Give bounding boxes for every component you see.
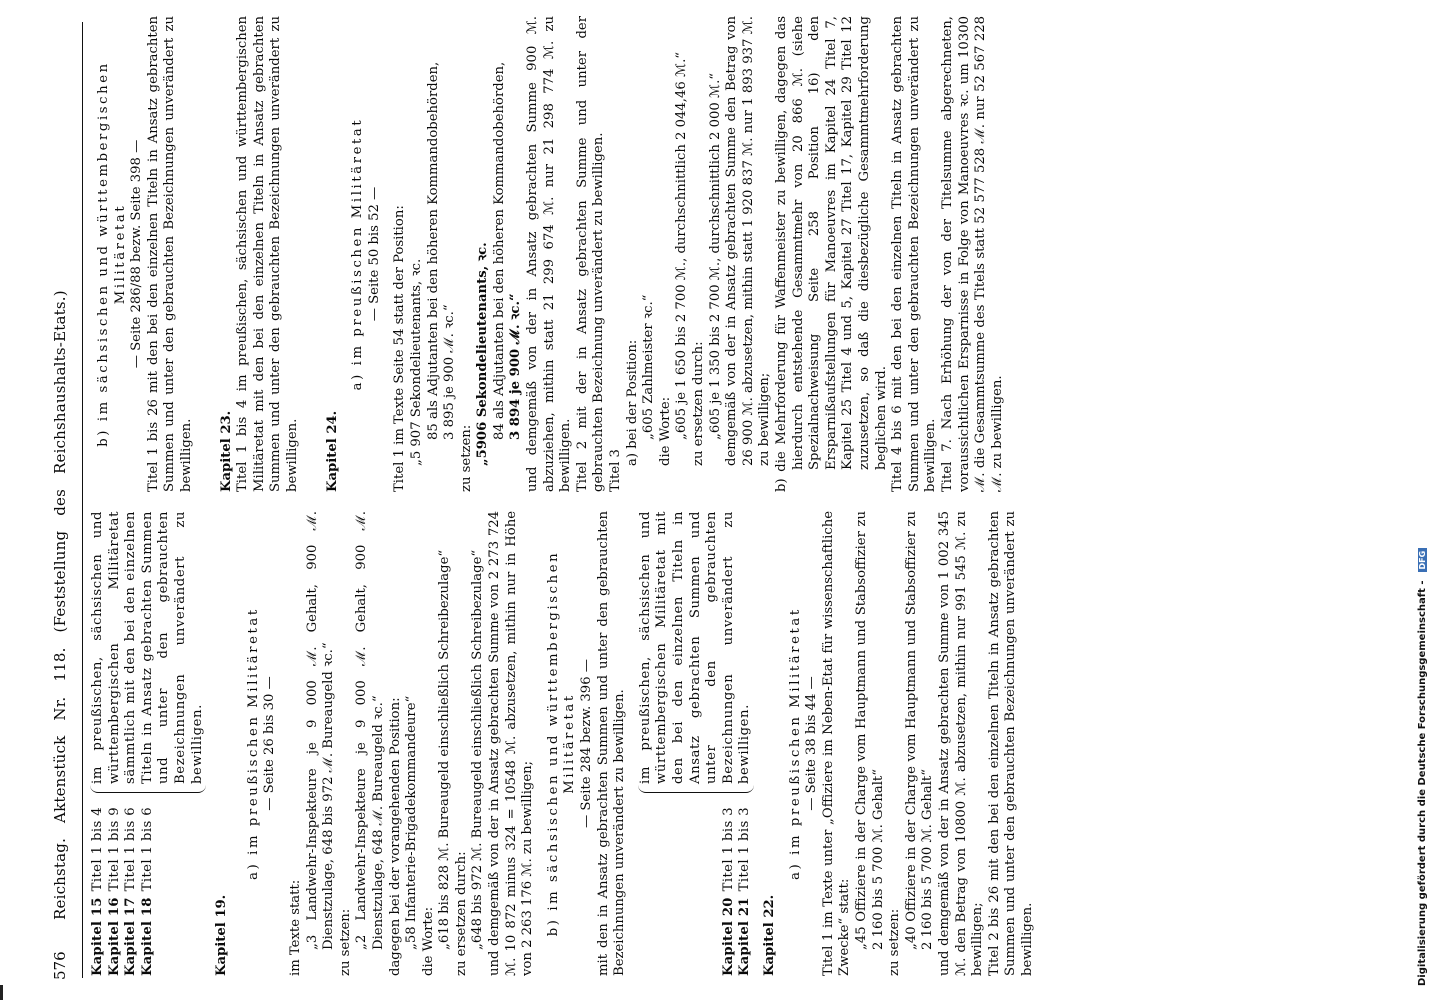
- paragraph: mit den in Ansatz gebrachten Summen und unter den gebrauchten Bezeichnungen unverändert zu bewilligen.: [595, 511, 628, 976]
- running-head-text: Reichstag. Aktenstück Nr. 118. (Feststellung des Reichshaushalts-Etats.): [51, 290, 69, 920]
- chapter-label-list: [90, 799, 206, 976]
- quoted-text: „58 Infanterie-Brigadekommandeure“: [404, 695, 420, 950]
- chapter-group-15-18: [90, 511, 206, 976]
- quoted-text: 85 als Adjutanten bei den höheren Kommandobehörden,: [425, 61, 441, 440]
- chapter-label-20: Kapitel 20Titel 1 bis 3: [720, 807, 736, 976]
- list-item: a) bei der Position:: [624, 339, 640, 466]
- chapter-label-list: [638, 799, 754, 976]
- column-left: [90, 511, 1426, 976]
- quoted-text: „605 je 1 350 bis 2 700 ℳ., durchschnittlich 2 000 ℳ.“: [707, 72, 723, 440]
- paragraph: zu setzen:: [337, 908, 353, 976]
- paragraph: zu ersetzen durch:: [691, 341, 706, 466]
- chapter-label-16: Kapitel 16Titel 1 bis 9: [106, 807, 122, 976]
- quoted-text: „618 bis 828 ℳ. Bureaugeld einschließlich Schreibezulage“: [437, 549, 453, 950]
- page-reference: — Seite 286/88 bezw. Seite 398 —: [129, 139, 145, 369]
- subsection-heading: a) im preußischen Militäretat: [787, 607, 803, 880]
- paragraph: Titel 2 mit der in Ansatz gebrachten Summe und unter der gebrauchten Bezeichnung unverändert zu bewilligen.: [574, 16, 607, 492]
- paragraph: die Worte:: [657, 396, 673, 466]
- paragraph: dagegen bei der vorangehenden Position:: [387, 697, 403, 976]
- page-reference: — Seite 38 bis 44 —: [804, 676, 820, 811]
- quoted-text: „5906 Sekondelieutenants, ꝛc.: [475, 242, 491, 466]
- scan-edge-mark: [0, 985, 3, 1000]
- header-rule: [82, 22, 83, 978]
- chapter-heading-22: Kapitel 22.: [761, 894, 777, 976]
- paragraph: die Worte:: [420, 906, 436, 976]
- paragraph: zu ersetzen durch:: [453, 851, 469, 976]
- paragraph: Titel 4 bis 6 mit den bei den einzelnen Titeln in Ansatz gebrachten Summen und unter den gebrauchten Bezeichnungen unverändert zu bewilligen.: [890, 16, 939, 492]
- subsection-heading: b) im sächsischen und württembergischen Militäretat: [545, 550, 578, 937]
- subsection-heading: a) im preußischen Militäretat: [245, 607, 261, 880]
- quoted-text: „605 Zahlmeister ꝛc.“: [641, 294, 657, 440]
- quoted-text: „648 bis 972 ℳ. Bureaugeld einschließlich Schreibezulage“: [470, 549, 486, 950]
- chapter-heading-23: Kapitel 23.: [218, 410, 234, 492]
- dfg-logo: DFG: [1418, 548, 1427, 573]
- page-number: 576: [51, 951, 69, 980]
- quoted-text: „45 Offiziere in der Charge vom Hauptmann und Stabsoffizier zu 2 160 bis 5 700 ℳ. Gehalt“: [853, 511, 886, 950]
- page-reference: — Seite 26 bis 30 —: [262, 676, 278, 811]
- chapter-heading-24: Kapitel 24.: [324, 410, 340, 492]
- paragraph: Titel 1 im Texte unter „Offiziere im Neben-Etat für wissenschaftliche Zwecke“ statt:: [820, 511, 853, 976]
- digitization-credit-text: Digitalisierung gefördert durch die Deutsche Forschungsgemeinschaft -: [1416, 580, 1428, 986]
- paragraph: Titel 2 bis 26 mit den bei den einzelnen Titeln in Ansatz gebrachten Summen und unter den gebrauchten Bezeichnungen unverändert zu bewilligen.: [986, 511, 1035, 976]
- chapter-label-18: Kapitel 18Titel 1 bis 6: [139, 807, 155, 976]
- page-reference: — Seite 50 bis 52 —: [366, 186, 382, 322]
- quoted-text: „2 Landwehr-Inspekteure je 9 000 ℳ. Gehalt, 900 ℳ. Dienstzulage, 648 ℳ. Bureaugeld ꝛc.“: [354, 511, 386, 950]
- paragraph: Titel 1 im Texte Seite 54 statt der Position:: [392, 205, 408, 492]
- paragraph: Titel 7. Nach Erhöhung der von der Titelsumme abgerechneten, voraussichtlichen Ersparnisse in Folge von Manoeuvres ꝛc. um 10300 ℳ. die Gesammtsumme des Titels statt 52 577 528 ℳ. nur 52 567 228 ℳ. zu bewilligen.: [939, 16, 1005, 492]
- paragraph: Titel 3: [608, 449, 624, 492]
- paragraph: zu setzen:: [458, 424, 474, 492]
- chapter-label-21: Kapitel 21Titel 1 bis 3: [737, 807, 753, 976]
- bracket-text: im preußischen, sächsischen und württembergischen Militäretat sämmtlich mit den bei den einzelnen Titeln in Ansatz gebrachten Summen und unter den gebrauchten Bezeichnungen unverändert zu bewilligen.: [90, 511, 206, 793]
- quoted-text: 84 als Adjutanten bei den höheren Kommandobehörden,: [491, 61, 507, 440]
- paragraph: und demgemäß von der in Ansatz gebrachten Summe 900 ℳ. abzuziehen, mithin statt 21 299 674 ℳ. nur 21 298 774 ℳ. zu bewilligen.: [525, 16, 574, 492]
- chapter-label-15: Kapitel 15Titel 1 bis 4: [90, 807, 105, 976]
- paragraph: zu setzen:: [887, 908, 903, 976]
- digitization-credit: [1412, 26, 1432, 986]
- paragraph: demgemäß von der in Ansatz gebrachten Summe den Betrag von 26 900 ℳ. abzusetzen, mithin statt 1 920 837 ℳ. nur 1 893 937 ℳ. zu bewilligen;: [724, 16, 773, 466]
- quoted-text: „3 Landwehr-Inspekteure je 9 000 ℳ. Gehalt, 900 ℳ. Dienstzulage, 648 bis 972 ℳ. Bureaugeld ꝛc.“: [304, 511, 337, 950]
- paragraph: Titel 1 bis 26 mit den bei den einzelnen Titeln in Ansatz gebrachten Summen und unter den gebrauchten Bezeichnungen unverändert zu bewilligen.: [145, 16, 194, 492]
- paragraph: und demgemäß von der in Ansatz gebrachten Summe von 2 273 724 ℳ. 10 872 minus 324 = 10548 ℳ. abzusetzen, mithin nur in Höhe von 2 263 176 ℳ. zu bewilligen;: [487, 511, 536, 976]
- page-reference: — Seite 284 bezw. 396 —: [579, 659, 595, 828]
- paragraph: im Texte statt:: [287, 879, 303, 976]
- column-right: [90, 16, 1426, 492]
- running-head: [52, 290, 76, 920]
- chapter-label-17: Kapitel 17Titel 1 bis 6: [123, 807, 139, 976]
- chapter-group-20-21: [638, 511, 754, 976]
- quoted-text: „605 je 1 650 bis 2 700 ℳ., durchschnittlich 2 044,46 ℳ.“: [674, 51, 690, 440]
- subsection-heading: b) im sächsischen und württembergischen Militäretat: [96, 61, 128, 447]
- chapter-heading-19: Kapitel 19.: [214, 894, 230, 976]
- subsection-heading: a) im preußischen Militäretat: [350, 117, 366, 391]
- quoted-text: 3 894 je 900 ℳ. ꝛc.“: [508, 293, 524, 440]
- paragraph: und demgemäß von der in Ansatz gebrachten Summe von 1 002 345 ℳ. den Betrag von 10800 ℳ. abzusetzen, mithin nur 991 545 ℳ. zu bewilligen;: [936, 511, 986, 976]
- list-item: b) die Mehrforderung für Waffenmeister zu bewilligen, dagegen das hierdurch entstehende Gesammtmehr von 20 866 ℳ. (siehe Spezialnachweisung Seite 258 Position 16) den Ersparnißaufstellungen für Manoeuvres im Kapitel 24 Titel 7, Kapitel 25 Titel 4 und 5, Kapitel 27 Titel 17, Kapitel 29 Titel 12 zuzusetzen, so daß die diesbezügliche Gesammtmehrforderung beglichen wird.: [773, 16, 889, 492]
- paragraph: Titel 1 bis 4 im preußischen, sächsischen und württembergischen Militäretat mit den bei den einzelnen Titeln in Ansatz gebrachten Summen und unter den gebrauchten Bezeichnungen unverändert zu bewilligen.: [235, 16, 300, 492]
- bracket-text: im preußischen, sächsischen und württembergischen Militäretat mit den bei den einzelnen Titeln in Ansatz gebrachten Summen und unter den gebrauchten Bezeichnungen unverändert zu bewilligen.: [638, 511, 754, 793]
- quoted-text: 3 895 je 900 ℳ. ꝛc.“: [442, 304, 458, 440]
- quoted-text: „5 907 Sekondelieutenants, ꝛc.: [408, 258, 424, 466]
- quoted-text: „40 Offiziere in der Charge vom Hauptmann und Stabsoffizier zu 2 160 bis 5 700 ℳ. Gehalt“: [903, 511, 936, 950]
